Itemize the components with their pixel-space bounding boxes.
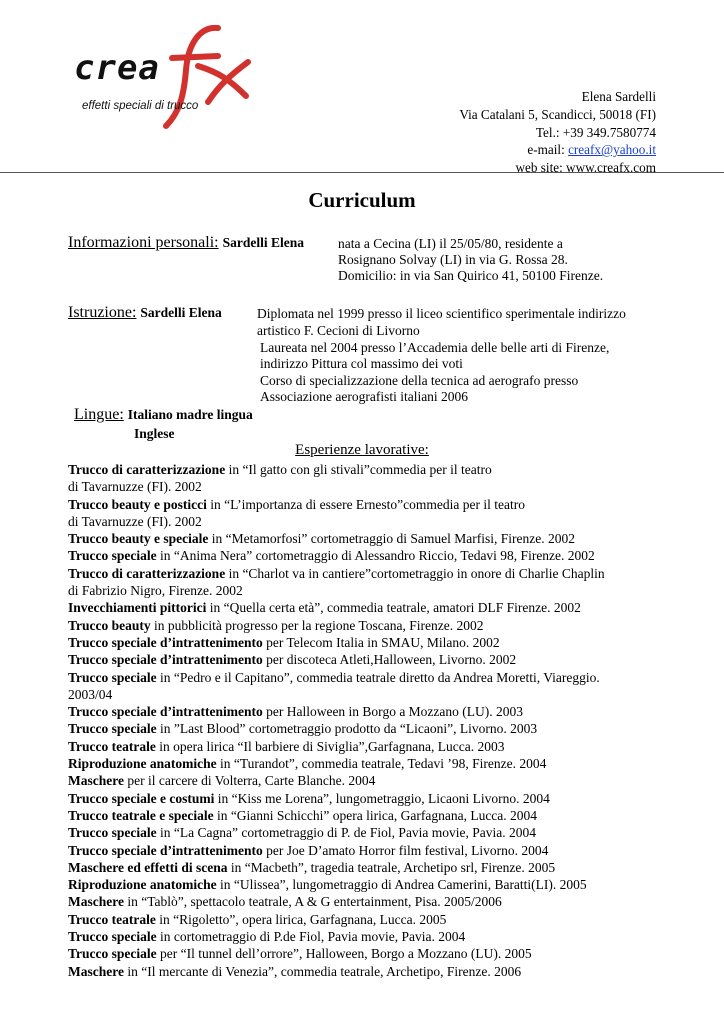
experience-role: Trucco speciale [68,946,157,962]
personal-line-1: nata a Cecina (LI) il 25/05/80, residente a [338,236,563,251]
experience-role: Maschere ed effetti di scena [68,859,228,875]
experience-detail: per “Il tunnel dell’orrore”, Halloween, Borgo a Mozzano (LU). 2005 [156,946,532,962]
experience-role: Invecchiamenti pittorici [68,600,207,616]
experience-role: Trucco di caratterizzazione [68,565,226,581]
experience-item [68,530,668,547]
education-line-4: indirizzo Pittura col massimo dei voti [260,356,463,371]
experience-detail: in “Pedro e il Capitano”, commedia teatrale diretto da Andrea Moretti, Viareggio. [156,669,600,685]
experience-detail: per Telecom Italia in SMAU, Milano. 2002 [262,634,500,650]
experience-detail: in “Gianni Schicchi” opera lirica, Garfagnana, Lucca. 2004 [213,807,538,823]
experience-list [68,461,668,980]
experience-detail: per il carcere di Volterra, Carte Blanche. 2004 [123,773,376,789]
experience-item [68,565,668,582]
languages-label: Lingue: [74,406,124,423]
experience-role: Trucco teatrale [68,738,156,754]
experience-item [68,945,668,962]
personal-label: Informazioni personali: [68,234,219,251]
contact-address: Via Catalani 5, Scandicci, 50018 (FI) [459,106,656,122]
experience-detail: in “Rigoletto”, opera lirica, Garfagnana, Lucca. 2005 [155,911,447,927]
languages-section [74,406,253,424]
logo-crea-text: crea [74,48,160,88]
experience-detail: in “Ulissea”, lungometraggio di Andrea Camerini, Baratti(LI). 2005 [216,877,587,893]
experience-role: Maschere [68,773,124,789]
experience-item [68,963,668,980]
experience-detail: in pubblicità progresso per la regione Toscana, Firenze. 2002 [150,617,484,633]
education-line-2: artistico F. Cecioni di Livorno [257,323,420,338]
experience-item [68,599,668,616]
experience-role: Trucco speciale d’intrattenimento [68,842,263,858]
experience-item [68,893,668,910]
experience-detail: in “L’importanza di essere Ernesto”commedia per il teatro [206,496,525,512]
contact-email-line [459,141,656,159]
experience-role: Trucco beauty e posticci [68,496,207,512]
experience-detail: in “Charlot va in cantiere”cortometraggio in onore di Charlie Chaplin [225,565,605,581]
page-title: Curriculum [308,188,416,212]
experience-item [68,790,668,807]
experience-detail: in “Il gatto con gli stivali”commedia per il teatro [225,462,492,477]
experience-detail: in “Macbeth”, tragedia teatrale, Archetipo srl, Firenze. 2005 [227,859,556,875]
experience-detail: di Tavarnuzze (FI). 2002 [68,479,202,495]
experience-item [68,617,668,634]
experience-item [68,807,668,824]
experience-detail: 2003/04 [68,686,113,702]
experience-item [68,496,668,513]
education-line-6: Associazione aerografisti italiani 2006 [260,389,469,404]
experience-role: Maschere [68,963,124,979]
experience-item [68,738,668,755]
experience-detail: in ”Last Blood” cortometraggio prodotto da “Licaoni”, Livorno. 2003 [156,721,538,737]
personal-name: Sardelli Elena [222,235,305,250]
language-2: Inglese [134,426,175,441]
experience-detail: in “Metamorfosi” cortometraggio di Samuel Marfisi, Firenze. 2002 [208,531,576,547]
personal-line-2: Rosignano Solvay (LI) in via G. Rossa 28. [338,252,568,267]
experience-role: Trucco speciale [68,929,157,945]
education-line-1: Diplomata nel 1999 presso il liceo scientifico sperimentale indirizzo [257,306,626,321]
personal-line-3: Domicilio: in via San Quirico 41, 50100 Firenze. [338,268,604,283]
experience-role: Trucco beauty [68,617,151,633]
experience-detail: in “Kiss me Lorena”, lungometraggio, Licaoni Livorno. 2004 [214,790,550,806]
experience-role: Trucco speciale [68,548,157,564]
education-line-5: Corso di specializzazione della tecnica ad aerografo presso [260,373,579,388]
experience-role: Riproduzione anatomiche [68,756,217,772]
experience-role: Trucco speciale [68,825,157,841]
experience-item [68,720,668,737]
experience-item [68,824,668,841]
education-line-3: Laureata nel 2004 presso l’Accademia delle belle arti di Firenze, [260,340,610,355]
experience-role: Trucco di caratterizzazione [68,462,226,477]
experience-detail: in “Anima Nera” cortometraggio di Alessandro Riccio, Tedavi 98, Firenze. 2002 [156,548,595,564]
education-name: Sardelli Elena [140,305,222,320]
education-section [68,304,222,322]
header-divider [0,172,724,173]
experience-detail: in “Tablò”, spettacolo teatrale, A & G entertainment, Pisa. 2005/2006 [123,894,502,910]
experience-item [68,669,668,686]
experience-item [68,582,668,599]
experience-detail: di Tavarnuzze (FI). 2002 [68,513,202,529]
experience-detail: in “Il mercante di Venezia”, commedia teatrale, Archetipo, Firenze. 2006 [123,963,522,979]
experience-role: Trucco speciale d’intrattenimento [68,652,263,668]
experience-detail: di Fabrizio Nigro, Firenze. 2002 [68,583,243,599]
experience-item [68,703,668,720]
experience-item [68,842,668,859]
experience-role: Trucco beauty e speciale [68,531,209,547]
language-1: Italiano madre lingua [127,407,253,422]
experience-item [68,755,668,772]
experience-label: Esperienze lavorative: [295,442,429,458]
experience-item [68,547,668,564]
experience-role: Trucco teatrale [68,911,156,927]
experience-item [68,513,668,530]
experience-role: Trucco speciale e costumi [68,790,215,806]
experience-role: Trucco speciale [68,669,157,685]
experience-role: Trucco speciale [68,721,157,737]
experience-role: Maschere [68,894,124,910]
email-label: e-mail: [527,142,569,158]
experience-detail: in “Quella certa età”, commedia teatrale, amatori DLF Firenze. 2002 [206,600,581,616]
contact-block [459,88,656,177]
experience-detail: in “La Cagna” cortometraggio di P. de Fiol, Pavia movie, Pavia. 2004 [156,825,537,841]
experience-item [68,911,668,928]
experience-item [68,928,668,945]
contact-website: web site: www.creafx.com [515,160,656,176]
contact-name: Elena Sardelli [581,89,656,104]
experience-role: Trucco speciale d’intrattenimento [68,634,263,650]
contact-tel: Tel.: +39 349.7580774 [535,124,656,140]
experience-item [68,651,668,668]
experience-detail: per discoteca Atleti,Halloween, Livorno. 2002 [262,652,517,668]
personal-section [68,234,304,252]
experience-item [68,686,668,703]
education-label: Istruzione: [68,304,137,321]
experience-role: Trucco speciale d’intrattenimento [68,704,263,720]
email-link[interactable]: creafx@yahoo.it [568,142,656,158]
experience-detail: in cortometraggio di P.de Fiol, Pavia movie, Pavia. 2004 [156,929,466,945]
experience-item [68,461,668,478]
experience-detail: in “Turandot”, commedia teatrale, Tedavi ’98, Firenze. 2004 [216,756,547,772]
creafx-logo [68,22,258,132]
experience-detail: per Joe D’amato Horror film festival, Livorno. 2004 [262,842,549,858]
experience-role: Riproduzione anatomiche [68,877,217,893]
experience-role: Trucco teatrale e speciale [68,807,214,823]
experience-item [68,859,668,876]
experience-item [68,478,668,495]
experience-item [68,876,668,893]
experience-detail: per Halloween in Borgo a Mozzano (LU). 2003 [262,704,524,720]
experience-detail: in opera lirica “Il barbiere di Siviglia”,Garfagnana, Lucca. 2003 [155,738,505,754]
experience-item [68,772,668,789]
experience-item [68,634,668,651]
logo-tagline: effetti speciali di trucco [82,100,199,112]
